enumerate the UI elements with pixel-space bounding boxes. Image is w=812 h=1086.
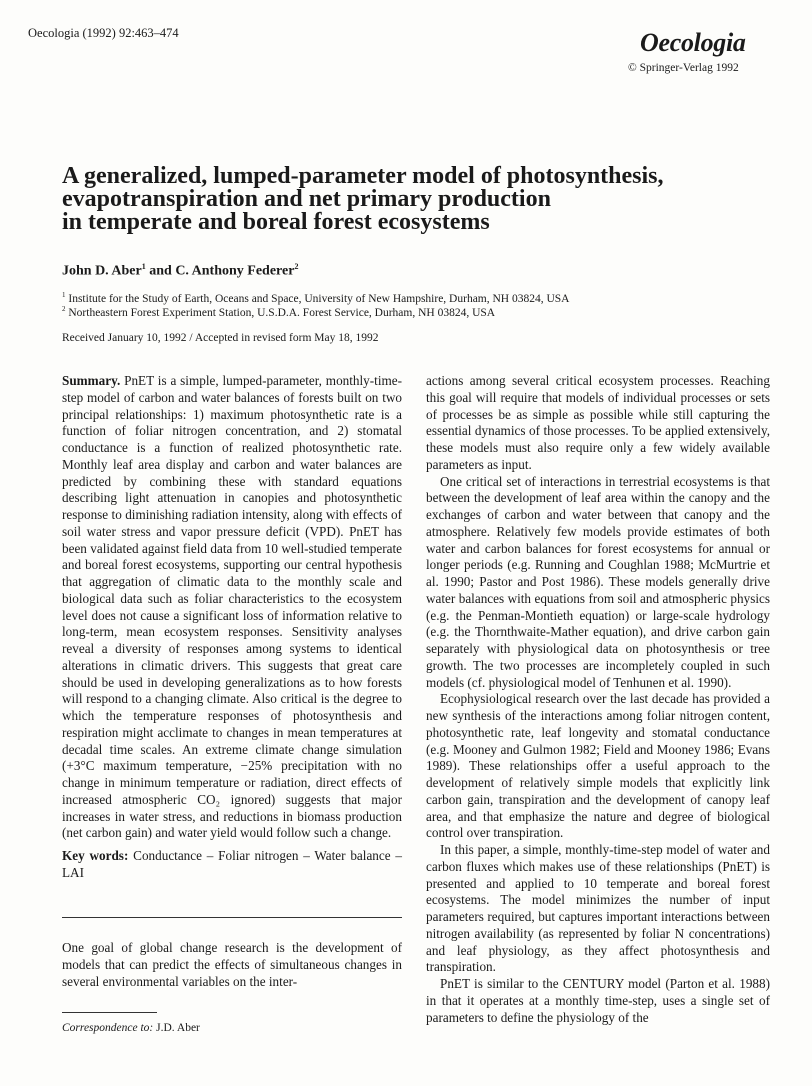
body-column-right bbox=[426, 373, 770, 1026]
body-paragraph: One critical set of interactions in terrestrial ecosystems is that between the development of leaf area within the canopy and the exchanges of carbon and water between that canopy and the atmosphere. Relatively few models provide estimates of both water and carbon balances for forest ecosystems for annual or longer periods (e.g. Running and Coughlan 1988; McMurtrie et al. 1990; Pastor and Post 1986). These models generally drive water balances with equations from soil and atmospheric physics (e.g. the Penman-Montieth equation) or large-scale hydrology (e.g. the Thornthwaite-Mather equation), and drive carbon gain separately with physiological data on photosynthesis or tree growth. The two processes are incompletely coupled in such models (cf. physiological model of Tenhunen et al. 1990). bbox=[426, 473, 770, 690]
section-divider bbox=[62, 917, 402, 918]
body-paragraph: actions among several critical ecosystem processes. Reaching this goal will require that models of individual processes or sets of processes be as simple as possible while still capturing the essential dynamics of those processes. To be applied extensively, these models must also require only a few widely available parameters as input. bbox=[426, 373, 770, 472]
affiliation bbox=[62, 305, 495, 319]
correspondence-note bbox=[62, 1022, 200, 1034]
keywords-paragraph bbox=[62, 848, 402, 882]
intro-paragraph: One goal of global change research is the development of models that can predict the effects of simultaneous changes in several environmental variables on the inter- bbox=[62, 940, 402, 989]
affiliation-marker: 1 bbox=[141, 262, 146, 271]
summary-paragraph bbox=[62, 373, 402, 842]
body-paragraph: Ecophysiological research over the last decade has provided a new synthesis of the interactions among foliar nitrogen content, photosynthetic rate, leaf longevity and stomatal conductance (e.g. Mooney and Gulmon 1982; Field and Mooney 1986; Evans 1989). These relationships offer a useful approach to the development of relatively simple models that explicitly link carbon gain, transpiration and the development of canopy leaf area, and that emphasize the nature and degree of biological control over transpiration. bbox=[426, 691, 770, 841]
journal-citation: Oecologia (1992) 92:463–474 bbox=[28, 26, 179, 40]
footnote-divider bbox=[62, 1012, 157, 1013]
author-name: C. Anthony Federer bbox=[175, 263, 295, 279]
body-paragraph: PnET is similar to the CENTURY model (Parton et al. 1988) in that it operates at a monthly time-step, uses a single set of parameters to define the physiology of the bbox=[426, 976, 770, 1025]
affiliation-marker: 1 bbox=[62, 291, 66, 299]
affiliation-marker: 2 bbox=[62, 305, 66, 313]
affiliation bbox=[62, 291, 569, 305]
article-title bbox=[62, 165, 762, 234]
journal-logo: Oecologia bbox=[640, 28, 746, 57]
intro-column bbox=[62, 940, 402, 990]
affiliation-text: Institute for the Study of Earth, Oceans and Space, University of New Hampshire, Durham, NH 03824, USA bbox=[68, 292, 570, 305]
correspondence-name: J.D. Aber bbox=[153, 1022, 200, 1034]
author-list bbox=[62, 262, 298, 280]
keywords-label: Key words: bbox=[62, 848, 129, 863]
copyright-notice: © Springer-Verlag 1992 bbox=[628, 62, 739, 74]
summary-label: Summary. bbox=[62, 373, 121, 388]
summary-column bbox=[62, 373, 402, 882]
title-line: evapotranspiration and net primary production bbox=[62, 186, 551, 212]
received-dates: Received January 10, 1992 / Accepted in revised form May 18, 1992 bbox=[62, 332, 379, 344]
keywords-text: Conductance – Foliar nitrogen – Water balance – LAI bbox=[62, 848, 402, 880]
affiliation-text: Northeastern Forest Experiment Station, U.S.D.A. Forest Service, Durham, NH 03824, USA bbox=[68, 306, 496, 319]
author-conjunction: and bbox=[145, 263, 176, 279]
summary-text: PnET is a simple, lumped-parameter, monthly-time-step model of carbon and water balances of forests built on two principal relationships: 1) maximum photosynthetic rate is a function of foliar nitrogen concentration, and 2) stomatal conductance is a function of realized photosynthetic rate. Monthly leaf area display and carbon and water balances are predicted by combining these with standard equations describing light attenuation in canopies and photosynthetic response to diminishing radiation intensity, along with effects of soil water stress and vapor pressure deficit (VPD). PnET has been validated against field data from 10 well-studied temperate and boreal forest ecosystems, supporting our central hypothesis that aggregation of climatic data to the monthly scale and biological data such as foliar characteristics to the ecosystem level does not cause a significant loss of information relative to long-term, mean ecosystem responses. Sensitivity analyses reveal a diversity of responses among systems to identical alterations in climatic drivers. This suggests that great care should be used in developing generalizations as to how forests will respond to a changing climate. Also critical is the degree to which the temperature responses of photosynthesis and respiration might acclimate to changes in mean temperatures at decadal time scales. An extreme climate change simulation (+3°C maximum temperature, −25% precipitation with no change in minimum temperature or radiation, direct effects of increased atmospheric CO₂ ignored) suggests that major increases in water stress, and reductions in biomass production (net carbon gain) and water yield would follow such a change. bbox=[62, 373, 402, 841]
correspondence-label: Correspondence to: bbox=[62, 1022, 154, 1034]
title-line: A generalized, lumped-parameter model of photosynthesis, bbox=[62, 163, 664, 189]
title-line: in temperate and boreal forest ecosystems bbox=[62, 209, 490, 235]
affiliation-marker: 2 bbox=[294, 262, 299, 271]
body-paragraph: In this paper, a simple, monthly-time-step model of water and carbon fluxes which makes use of these relationships (PnET) is presented and applied to 10 temperate and boreal forest ecosystems. The model minimizes the number of input parameters required, but captures important interactions between nitrogen availability (as represented by foliar N concentrations) and leaf physiology, as they affect photosynthesis and transpiration. bbox=[426, 842, 770, 975]
author-name: John D. Aber bbox=[62, 263, 142, 279]
